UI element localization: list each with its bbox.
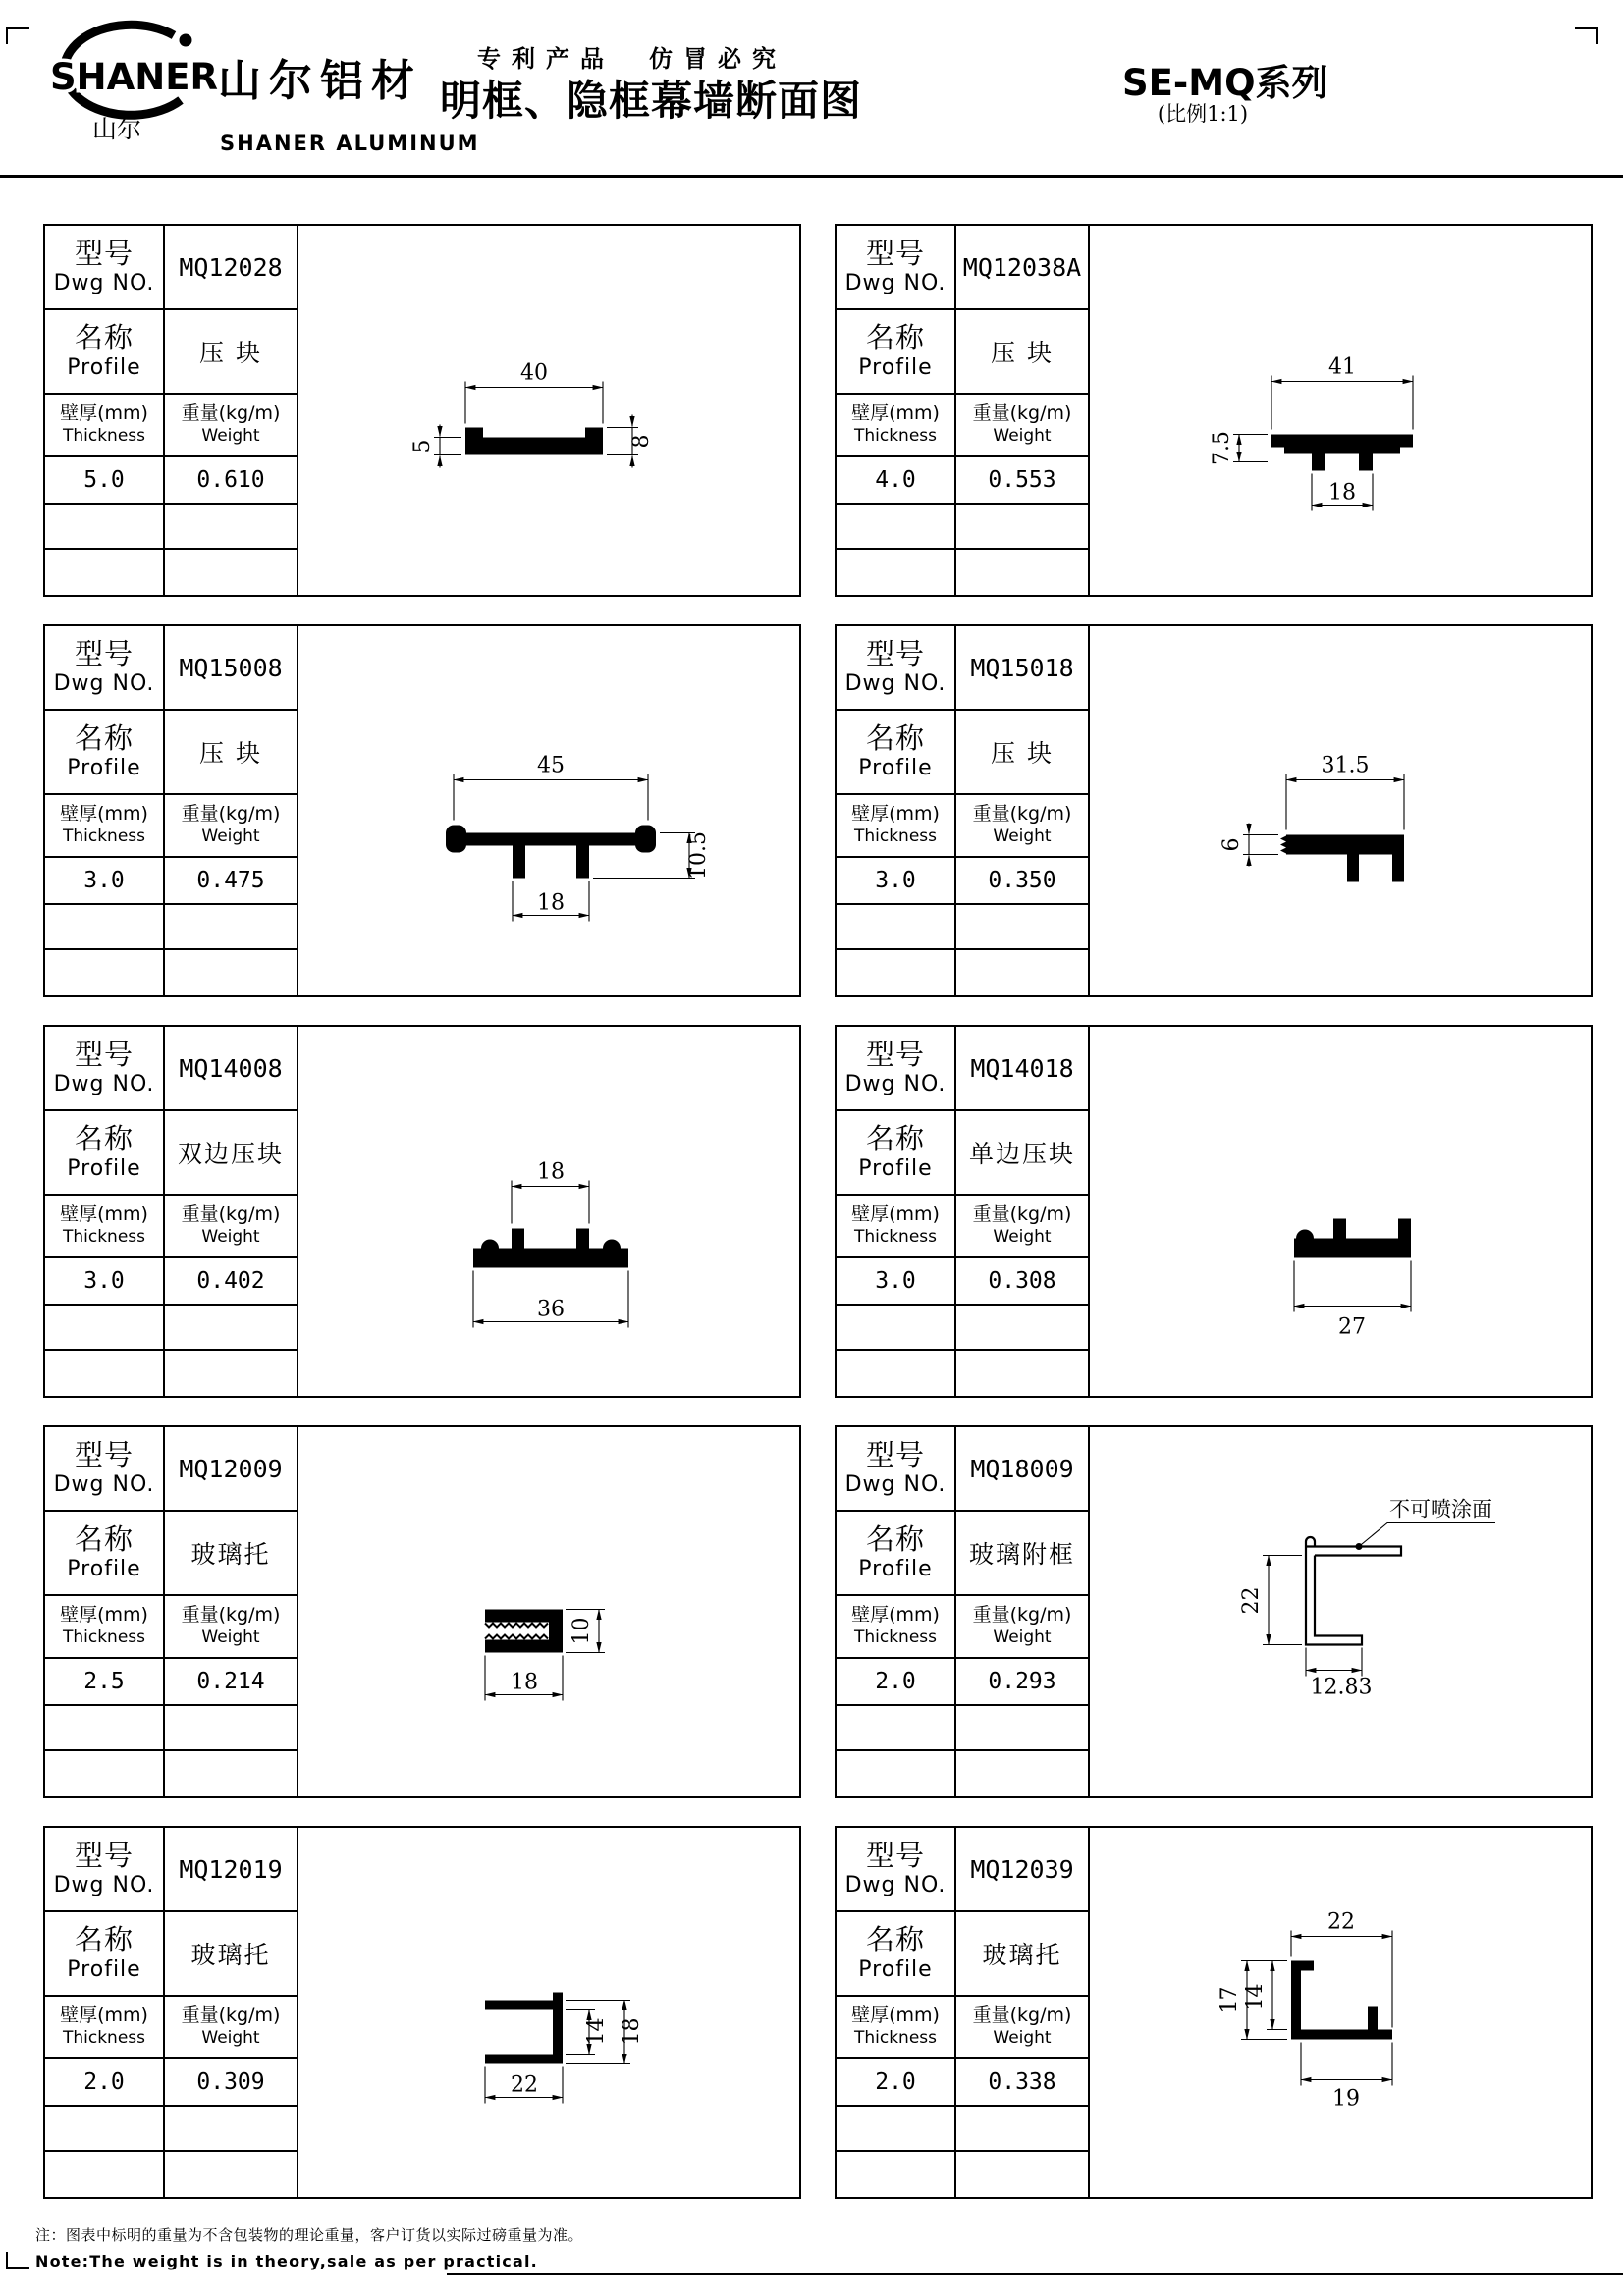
dim-label: 17	[1217, 1986, 1242, 2014]
weight-header-cell: 重量(kg/m) Weight	[956, 395, 1090, 457]
weight-header-cell: 重量(kg/m) Weight	[956, 1596, 1090, 1659]
profile-drawing	[298, 1027, 799, 1396]
dim-label: 27	[1338, 1314, 1366, 1340]
empty-cell	[45, 1351, 165, 1396]
dim-label: 36	[537, 1297, 565, 1322]
thickness-header-cell: 壁厚(mm) Thickness	[45, 1196, 165, 1258]
brand-name-en: SHANER ALUMINUM	[220, 132, 480, 155]
model-label-cell: 型号 Dwg NO.	[45, 226, 165, 310]
dim-label: 18	[1328, 480, 1356, 506]
thickness-header-cell: 壁厚(mm) Thickness	[45, 795, 165, 858]
name-label-cell: 名称 Profile	[837, 1512, 956, 1596]
dim-label: 10.5	[686, 831, 711, 880]
scale-note: (比例1:1)	[1157, 102, 1249, 126]
empty-cell	[165, 905, 298, 950]
model-value-cell: MQ12038A	[956, 226, 1090, 310]
thickness-header-cell: 壁厚(mm) Thickness	[837, 795, 956, 858]
thickness-header-cell: 壁厚(mm) Thickness	[837, 395, 956, 457]
profile-shape	[473, 1229, 628, 1268]
dim-label: 40	[520, 360, 548, 386]
logo-subtext: 山尔	[91, 115, 142, 143]
weight-header-cell: 重量(kg/m) Weight	[956, 795, 1090, 858]
thickness-value-cell: 3.0	[45, 858, 165, 905]
thickness-value-cell: 2.5	[45, 1659, 165, 1706]
empty-cell	[45, 950, 165, 995]
empty-cell	[165, 1306, 298, 1351]
empty-cell	[837, 1706, 956, 1751]
bottom-border-line	[447, 2273, 1623, 2275]
drawing-cell	[298, 626, 799, 995]
profile-table-mq12009	[43, 1425, 801, 1798]
drawing-cell	[1090, 226, 1591, 595]
empty-cell	[837, 905, 956, 950]
corner-mark-bottom-left	[6, 2252, 29, 2269]
empty-cell	[956, 1706, 1090, 1751]
drawing-cell	[1090, 1027, 1591, 1396]
weight-value-cell: 0.338	[956, 2059, 1090, 2107]
profile-drawing	[298, 1828, 799, 2197]
name-value-cell: 玻璃托	[956, 1912, 1090, 1997]
page-title: 明框、隐框幕墙断面图	[440, 77, 863, 125]
model-label-cell: 型号 Dwg NO.	[45, 626, 165, 711]
series-title: SE-MQ系列	[1122, 62, 1328, 104]
drawing-cell	[298, 226, 799, 595]
empty-cell	[956, 2152, 1090, 2197]
profile-shape	[1306, 1537, 1401, 1645]
empty-cell	[45, 1751, 165, 1796]
name-label-cell: 名称 Profile	[45, 1512, 165, 1596]
model-value-cell: MQ12028	[165, 226, 298, 310]
weight-value-cell: 0.350	[956, 858, 1090, 905]
empty-cell	[45, 505, 165, 550]
empty-cell	[837, 1351, 956, 1396]
patent-notice: 专利产品 仿冒必究	[477, 44, 786, 73]
name-value-cell: 压 块	[956, 310, 1090, 395]
profile-shape	[1286, 835, 1404, 882]
profile-serration	[1280, 836, 1286, 854]
footer-note-en: Note:The weight is in theory,sale as per practical.	[35, 2252, 538, 2270]
empty-cell	[165, 2107, 298, 2152]
weight-header-cell: 重量(kg/m) Weight	[165, 795, 298, 858]
weight-header-cell: 重量(kg/m) Weight	[956, 1196, 1090, 1258]
dimension-lines	[485, 2001, 644, 2104]
dimension-lines	[1210, 355, 1413, 511]
dimension-lines	[485, 1610, 605, 1701]
empty-cell	[165, 950, 298, 995]
empty-cell	[837, 950, 956, 995]
empty-cell	[837, 2152, 956, 2197]
empty-cell	[837, 1306, 956, 1351]
model-label-cell: 型号 Dwg NO.	[837, 1027, 956, 1111]
profile-drawing	[1090, 626, 1591, 995]
profile-table-mq14008	[43, 1025, 801, 1398]
empty-cell	[165, 505, 298, 550]
model-label-cell: 型号 Dwg NO.	[45, 1828, 165, 1912]
drawing-cell	[1090, 1427, 1591, 1796]
logo-text: SHANER	[50, 56, 218, 98]
empty-cell	[165, 1351, 298, 1396]
profile-shape	[454, 833, 648, 879]
profile-serration	[485, 1635, 548, 1639]
empty-cell	[45, 1306, 165, 1351]
profile-drawing	[1090, 1427, 1591, 1796]
empty-cell	[165, 1706, 298, 1751]
model-value-cell: MQ12039	[956, 1828, 1090, 1912]
empty-cell	[45, 2152, 165, 2197]
corner-mark-top-right	[1575, 27, 1598, 44]
weight-value-cell: 0.293	[956, 1659, 1090, 1706]
empty-cell	[956, 550, 1090, 595]
surface-note-label: 不可喷涂面	[1389, 1497, 1492, 1522]
dim-label: 7.5	[1210, 431, 1234, 465]
drawing-cell	[298, 1027, 799, 1396]
weight-header-cell: 重量(kg/m) Weight	[956, 1997, 1090, 2059]
name-label-cell: 名称 Profile	[837, 711, 956, 795]
surface-note	[1356, 1498, 1496, 1551]
profile-drawing	[1090, 1828, 1591, 2197]
name-value-cell: 玻璃附框	[956, 1512, 1090, 1596]
weight-value-cell: 0.610	[165, 457, 298, 505]
dim-label: 14	[584, 2017, 609, 2046]
model-label-cell: 型号 Dwg NO.	[45, 1027, 165, 1111]
model-value-cell: MQ14018	[956, 1027, 1090, 1111]
thickness-value-cell: 2.0	[45, 2059, 165, 2107]
brand-name-cn: 山尔铝材	[218, 56, 422, 106]
thickness-header-cell: 壁厚(mm) Thickness	[45, 395, 165, 457]
name-value-cell: 玻璃托	[165, 1512, 298, 1596]
name-value-cell: 压 块	[956, 711, 1090, 795]
drawing-cell	[298, 1828, 799, 2197]
name-value-cell: 玻璃托	[165, 1912, 298, 1997]
model-value-cell: MQ12009	[165, 1427, 298, 1512]
empty-cell	[837, 550, 956, 595]
thickness-value-cell: 5.0	[45, 457, 165, 505]
weight-value-cell: 0.309	[165, 2059, 298, 2107]
profile-drawing	[298, 1427, 799, 1796]
empty-cell	[165, 2152, 298, 2197]
profile-table-mq12038a	[835, 224, 1593, 597]
empty-cell	[956, 2107, 1090, 2152]
empty-cell	[837, 1751, 956, 1796]
model-label-cell: 型号 Dwg NO.	[837, 1427, 956, 1512]
dim-label: 18	[537, 890, 565, 916]
empty-cell	[956, 1351, 1090, 1396]
profile-serration	[485, 1624, 548, 1628]
drawing-cell	[298, 1427, 799, 1796]
company-logo	[24, 18, 220, 149]
name-value-cell: 双边压块	[165, 1111, 298, 1196]
logo-dot-icon	[180, 34, 192, 47]
dim-label: 45	[537, 753, 565, 778]
name-label-cell: 名称 Profile	[45, 310, 165, 395]
profile-shape	[635, 826, 656, 853]
empty-cell	[956, 905, 1090, 950]
weight-header-cell: 重量(kg/m) Weight	[165, 1997, 298, 2059]
profile-table-mq12039	[835, 1826, 1593, 2199]
dim-label: 19	[1332, 2086, 1360, 2111]
thickness-header-cell: 壁厚(mm) Thickness	[837, 1196, 956, 1258]
weight-header-cell: 重量(kg/m) Weight	[165, 395, 298, 457]
thickness-value-cell: 2.0	[837, 2059, 956, 2107]
weight-header-cell: 重量(kg/m) Weight	[165, 1596, 298, 1659]
model-value-cell: MQ15008	[165, 626, 298, 711]
name-value-cell: 压 块	[165, 711, 298, 795]
empty-cell	[165, 550, 298, 595]
dimension-lines	[1294, 1261, 1411, 1340]
thickness-value-cell: 2.0	[837, 1659, 956, 1706]
empty-cell	[956, 1751, 1090, 1796]
empty-cell	[956, 505, 1090, 550]
dim-label: 22	[1239, 1586, 1264, 1615]
drawing-cell	[1090, 1828, 1591, 2197]
model-value-cell: MQ18009	[956, 1427, 1090, 1512]
name-label-cell: 名称 Profile	[837, 1912, 956, 1997]
profile-drawing	[1090, 226, 1591, 595]
profile-shape	[446, 826, 466, 853]
profile-table-mq18009	[835, 1425, 1593, 1798]
empty-cell	[45, 550, 165, 595]
profile-shape	[1291, 1961, 1392, 2040]
footer-note-cn: 注：图表中标明的重量为不含包装物的理论重量，客户订货以实际过磅重量为准。	[35, 2226, 584, 2244]
empty-cell	[956, 1306, 1090, 1351]
empty-cell	[45, 2107, 165, 2152]
profile-drawing	[298, 626, 799, 995]
model-label-cell: 型号 Dwg NO.	[837, 626, 956, 711]
dim-label: 31.5	[1321, 753, 1370, 778]
profile-shape	[1271, 435, 1413, 471]
profile-shape	[465, 428, 603, 455]
thickness-header-cell: 壁厚(mm) Thickness	[837, 1997, 956, 2059]
empty-cell	[837, 505, 956, 550]
model-label-cell: 型号 Dwg NO.	[837, 226, 956, 310]
dim-label: 14	[1243, 1983, 1268, 2011]
empty-cell	[45, 905, 165, 950]
thickness-header-cell: 壁厚(mm) Thickness	[837, 1596, 956, 1659]
dim-label: 41	[1328, 354, 1356, 380]
profile-table-mq15008	[43, 624, 801, 997]
thickness-value-cell: 4.0	[837, 457, 956, 505]
drawing-cell	[1090, 626, 1591, 995]
thickness-value-cell: 3.0	[837, 1258, 956, 1306]
profile-table-mq15018	[835, 624, 1593, 997]
header-rule	[0, 175, 1623, 178]
dim-label: 8	[629, 434, 654, 449]
dim-label: 18	[537, 1159, 565, 1185]
weight-value-cell: 0.214	[165, 1659, 298, 1706]
dim-label: 22	[511, 2072, 538, 2098]
weight-header-cell: 重量(kg/m) Weight	[165, 1196, 298, 1258]
dim-label: 18	[620, 2017, 644, 2046]
dim-label: 5	[410, 439, 435, 454]
model-label-cell: 型号 Dwg NO.	[45, 1427, 165, 1512]
profile-shape	[1294, 1219, 1411, 1258]
weight-value-cell: 0.553	[956, 457, 1090, 505]
name-label-cell: 名称 Profile	[837, 310, 956, 395]
weight-value-cell: 0.475	[165, 858, 298, 905]
thickness-value-cell: 3.0	[45, 1258, 165, 1306]
dim-label: 12.83	[1310, 1675, 1373, 1700]
name-label-cell: 名称 Profile	[837, 1111, 956, 1196]
thickness-header-cell: 壁厚(mm) Thickness	[45, 1997, 165, 2059]
dim-label: 10	[569, 1617, 594, 1645]
profile-table-mq14018	[835, 1025, 1593, 1398]
name-label-cell: 名称 Profile	[45, 1111, 165, 1196]
dim-label: 22	[1327, 1909, 1355, 1935]
weight-value-cell: 0.402	[165, 1258, 298, 1306]
profile-table-mq12028	[43, 224, 801, 597]
dim-label: 18	[511, 1670, 538, 1695]
model-label-cell: 型号 Dwg NO.	[837, 1828, 956, 1912]
profile-table-mq12019	[43, 1826, 801, 2199]
model-value-cell: MQ14008	[165, 1027, 298, 1111]
profile-shape	[485, 1610, 563, 1653]
empty-cell	[165, 1751, 298, 1796]
model-value-cell: MQ12019	[165, 1828, 298, 1912]
name-value-cell: 压 块	[165, 310, 298, 395]
dimension-lines	[1217, 1910, 1392, 2111]
empty-cell	[837, 2107, 956, 2152]
profile-drawing	[298, 226, 799, 595]
thickness-header-cell: 壁厚(mm) Thickness	[45, 1596, 165, 1659]
thickness-value-cell: 3.0	[837, 858, 956, 905]
weight-value-cell: 0.308	[956, 1258, 1090, 1306]
empty-cell	[45, 1706, 165, 1751]
model-value-cell: MQ15018	[956, 626, 1090, 711]
dim-label: 6	[1219, 837, 1244, 852]
name-label-cell: 名称 Profile	[45, 711, 165, 795]
empty-cell	[956, 950, 1090, 995]
profile-shape	[485, 1993, 563, 2064]
profile-drawing	[1090, 1027, 1591, 1396]
name-label-cell: 名称 Profile	[45, 1912, 165, 1997]
name-value-cell: 单边压块	[956, 1111, 1090, 1196]
